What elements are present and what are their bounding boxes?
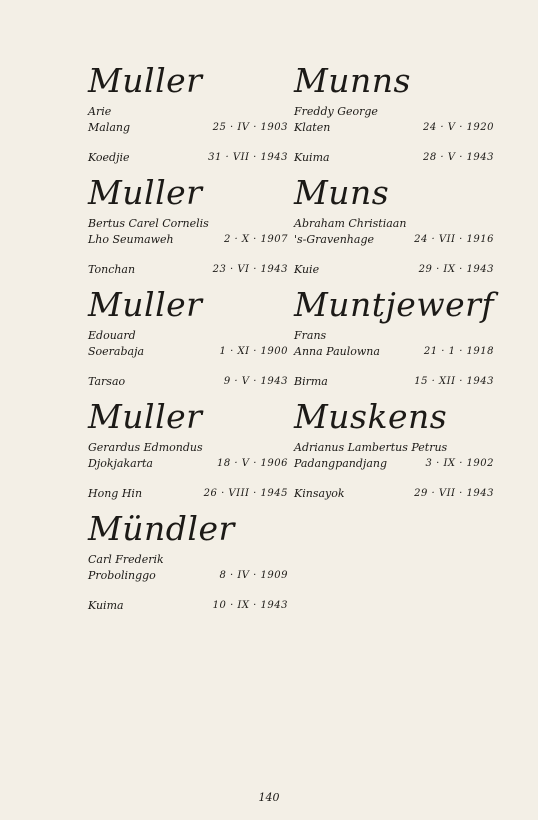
given-names: Abraham Christiaan [294, 217, 407, 230]
death-place: Hong Hin [88, 487, 143, 500]
death-date: 31 · VII · 1943 [208, 152, 288, 163]
birth-date: 24 · V · 1920 [423, 122, 494, 133]
entry-block [294, 174, 494, 286]
entry-details [294, 328, 494, 390]
birth-date: 21 · 1 · 1918 [423, 346, 494, 357]
death-place: Birma [294, 375, 328, 388]
surname-heading: Munns [294, 61, 411, 100]
birth-date: 3 · IX · 1902 [425, 458, 494, 469]
death-line [294, 150, 494, 166]
surname-heading: Muns [294, 173, 390, 212]
death-line [88, 486, 288, 502]
birthplace: Padangpandjang [294, 457, 388, 470]
birth-date: 2 · X · 1907 [223, 234, 288, 245]
death-line [294, 486, 494, 502]
birthplace: Soerabaja [88, 345, 145, 358]
birthplace: Probolinggo [88, 569, 156, 582]
entry-details [294, 440, 494, 502]
death-line [88, 374, 288, 390]
entry-details [294, 216, 494, 278]
death-place: Tarsao [88, 375, 126, 388]
birth-line [294, 120, 494, 136]
birth-line [294, 456, 494, 472]
death-place: Koedjie [88, 151, 130, 164]
given-names: Carl Frederik [88, 553, 164, 566]
given-names: Bertus Carel Cornelis [88, 217, 209, 230]
birthplace: Anna Paulowna [294, 345, 380, 358]
entry-details [88, 328, 288, 390]
birth-line [88, 120, 288, 136]
page-number: 140 [258, 791, 280, 804]
death-line [294, 374, 494, 390]
given-names: Frans [294, 329, 327, 342]
entry-details [88, 216, 288, 278]
death-date: 29 · IX · 1943 [418, 264, 494, 275]
entry-block [88, 286, 288, 398]
death-date: 26 · VIII · 1945 [203, 488, 288, 499]
entry-block [88, 510, 288, 622]
entry-block [294, 398, 494, 510]
death-line [88, 150, 288, 166]
birthplace: Malang [88, 121, 131, 134]
birth-date: 25 · IV · 1903 [212, 122, 288, 133]
surname-heading: Muller [88, 397, 203, 436]
right-column [294, 62, 494, 510]
birth-line [88, 456, 288, 472]
entry-details [88, 440, 288, 502]
entry-block [294, 62, 494, 174]
given-names: Gerardus Edmondus [88, 441, 203, 454]
death-place: Kuie [294, 263, 320, 276]
birth-date: 1 · XI · 1900 [219, 346, 288, 357]
death-place: Kuima [88, 599, 124, 612]
surname-heading: Muller [88, 285, 203, 324]
birthplace: Klaten [294, 121, 331, 134]
birth-line [88, 232, 288, 248]
entry-block [294, 286, 494, 398]
death-date: 10 · IX · 1943 [212, 600, 288, 611]
death-place: Kuima [294, 151, 330, 164]
death-line [88, 262, 288, 278]
entry-details [88, 552, 288, 614]
death-date: 29 · VII · 1943 [414, 488, 494, 499]
entry-details [294, 104, 494, 166]
surname-heading: Muller [88, 173, 203, 212]
entry-details [88, 104, 288, 166]
left-column [88, 62, 288, 622]
given-names: Arie [88, 105, 112, 118]
birth-date: 18 · V · 1906 [217, 458, 288, 469]
birth-line [294, 232, 494, 248]
surname-heading: Muskens [294, 397, 448, 436]
birth-date: 24 · VII · 1916 [414, 234, 494, 245]
birth-line [88, 568, 288, 584]
surname-heading: Muntjewerf [294, 285, 495, 324]
death-place: Tonchan [88, 263, 136, 276]
death-line [294, 262, 494, 278]
birthplace: Djokjakarta [88, 457, 153, 470]
death-date: 23 · VI · 1943 [212, 264, 288, 275]
birthplace: Lho Seumaweh [88, 233, 174, 246]
death-date: 15 · XII · 1943 [414, 376, 494, 387]
given-names: Edouard [88, 329, 136, 342]
birthplace: 's-Gravenhage [294, 233, 374, 246]
given-names: Adrianus Lambertus Petrus [294, 441, 448, 454]
entry-block [88, 398, 288, 510]
death-date: 9 · V · 1943 [223, 376, 288, 387]
surname-heading: Muller [88, 61, 203, 100]
entry-block [88, 62, 288, 174]
death-place: Kinsayok [294, 487, 345, 500]
entry-block [88, 174, 288, 286]
surname-heading: Mündler [88, 509, 235, 548]
birth-line [88, 344, 288, 360]
birth-line [294, 344, 494, 360]
death-date: 28 · V · 1943 [423, 152, 494, 163]
death-line [88, 598, 288, 614]
birth-date: 8 · IV · 1909 [219, 570, 288, 581]
given-names: Freddy George [294, 105, 378, 118]
